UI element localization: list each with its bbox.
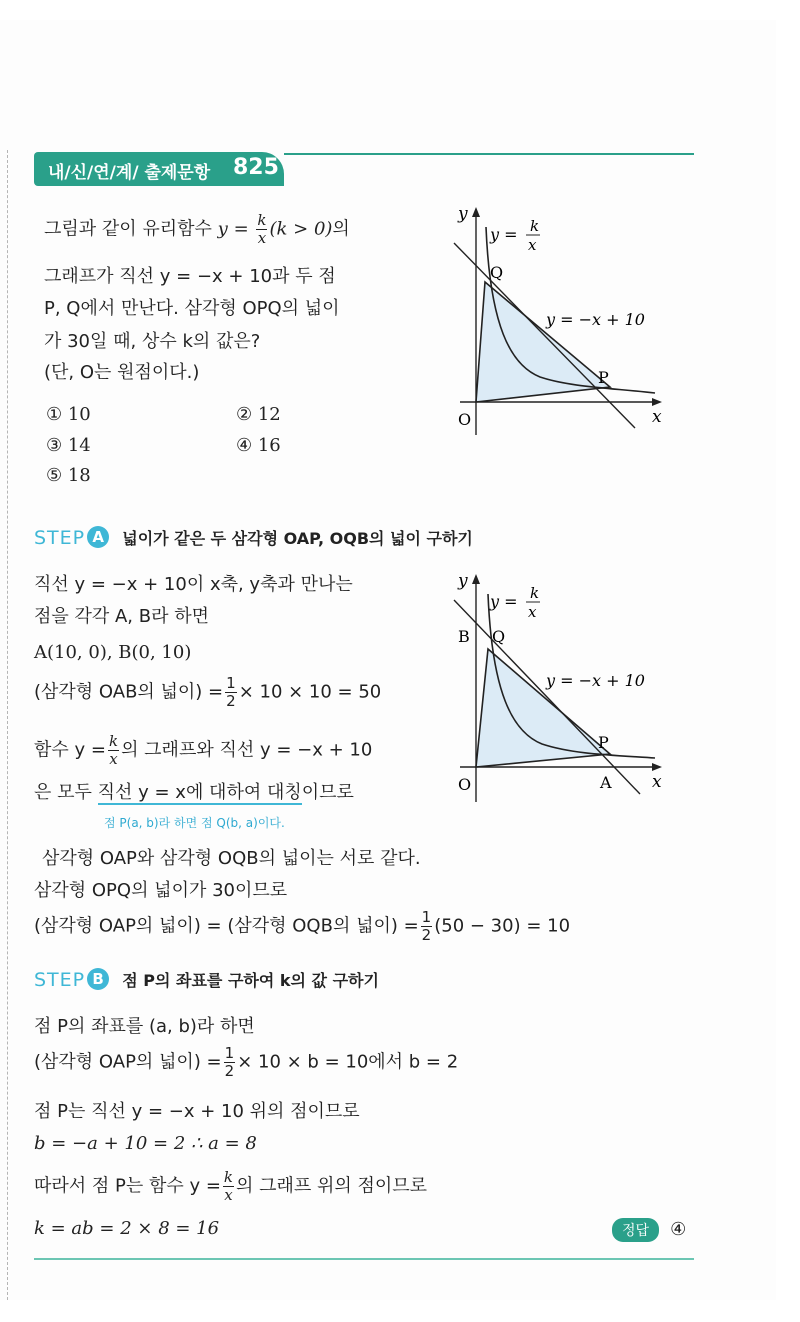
- point-q-label: Q: [490, 263, 504, 282]
- step-b-line-2: (삼각형 OAP의 넓이) = $\frac{1}{2}$ × 10 × b = 10에서 b = 2: [34, 1044, 459, 1080]
- problem-header: [34, 152, 284, 186]
- choice-4[interactable]: ④ 16: [236, 435, 281, 456]
- point-p-label: P: [598, 368, 609, 387]
- point-b-label: B: [458, 627, 470, 646]
- axis-y-label: y: [458, 572, 468, 591]
- step-label: STEP: [34, 527, 86, 549]
- choice-5[interactable]: ⑤ 18: [46, 465, 91, 486]
- problem-text: 그림과 같이 유리함수: [44, 218, 212, 240]
- curve-den: x: [528, 603, 537, 621]
- problem-line-3: P, Q에서 만난다. 삼각형 OPQ의 넓이: [44, 298, 340, 319]
- axis-y-label: y: [458, 205, 468, 224]
- step-b-line-4: b = −a + 10 = 2 ∴ a = 8: [34, 1133, 257, 1154]
- axis-x-label: x: [652, 772, 662, 792]
- curve-den: x: [528, 236, 537, 254]
- header-series: 내/신/연/계/ 출제문항: [48, 163, 211, 183]
- answer-box: [612, 1218, 686, 1242]
- header-number: 825: [233, 155, 279, 180]
- step-a-line-9: (삼각형 OAP의 넓이) = (삼각형 OQB의 넓이) = $\frac{1}{2}$ (50 − 30) = 10: [34, 908, 571, 944]
- condition: (k > 0): [269, 218, 333, 240]
- axis-x-label: x: [652, 407, 662, 427]
- step-badge: B: [87, 968, 109, 990]
- step-a-line-2: 점을 각각 A, B라 하면: [34, 606, 209, 627]
- step-a-line-4: (삼각형 OAB의 넓이) = $\frac{1}{2}$ × 10 × 10 = 50: [34, 674, 382, 710]
- step-b-heading: [34, 968, 379, 991]
- step-title: 점 P의 좌표를 구하여 k의 값 구하기: [122, 971, 379, 990]
- point-q-label: Q: [492, 627, 506, 646]
- step-title: 넓이가 같은 두 삼각형 OAP, OQB의 넓이 구하기: [122, 529, 473, 548]
- line-label: y = −x + 10: [546, 671, 645, 690]
- choice-1[interactable]: ① 10: [46, 404, 91, 425]
- step-b-line-1: 점 P의 좌표를 (a, b)라 하면: [34, 1016, 255, 1037]
- point-a-label: A: [600, 773, 612, 792]
- origin-label: O: [458, 775, 472, 794]
- problem-line-1: [44, 213, 350, 246]
- curve-equation: y =: [490, 592, 518, 611]
- hint-note: 점 P(a, b)라 하면 점 Q(b, a)이다.: [104, 816, 285, 830]
- triangle-opq: [476, 282, 610, 402]
- step-a-heading: [34, 526, 473, 549]
- problem-line-5: (단, O는 원점이다.): [44, 362, 200, 383]
- step-b-line-3: 점 P는 직선 y = −x + 10 위의 점이므로: [34, 1101, 360, 1122]
- problem-text: 의: [332, 218, 350, 240]
- step-a-line-3: A(10, 0), B(0, 10): [34, 642, 192, 663]
- curve-num: k: [530, 584, 540, 602]
- step-a-line-7: 삼각형 OAP와 삼각형 OQB의 넓이는 서로 같다.: [42, 848, 421, 869]
- point-p-label: P: [598, 733, 609, 752]
- symmetry-highlight: 직선 y = x에 대하여 대칭: [97, 782, 302, 803]
- curve-num: k: [530, 217, 540, 235]
- fraction: $\frac{k}{x}$: [257, 211, 267, 247]
- step-a-line-6: 은 모두 직선 y = x에 대하여 대칭이므로: [34, 782, 354, 803]
- step-a-line-5: 함수 y = $\frac{k}{x}$ 의 그래프와 직선 y = −x + 10: [34, 732, 373, 768]
- bottom-rule: [34, 1258, 694, 1260]
- problem-line-4: 가 30일 때, 상수 k의 값은?: [44, 331, 261, 352]
- choice-2[interactable]: ② 12: [236, 404, 281, 425]
- answer-badge: 정답: [612, 1218, 659, 1242]
- step-b-line-5: 따라서 점 P는 함수 y = $\frac{k}{x}$ 의 그래프 위의 점이므로: [34, 1168, 428, 1204]
- origin-label: O: [458, 410, 472, 429]
- page-edge: [7, 150, 8, 1300]
- step-badge: A: [87, 526, 109, 548]
- line-label: y = −x + 10: [546, 310, 645, 329]
- step-a-line-1: 직선 y = −x + 10이 x축, y축과 만나는: [34, 574, 353, 595]
- header-rule: [284, 153, 694, 155]
- choice-3[interactable]: ③ 14: [46, 435, 91, 456]
- equation: y =: [217, 218, 249, 240]
- problem-line-2: 그래프가 직선 y = −x + 10과 두 점: [44, 266, 336, 287]
- answer-value: ④: [670, 1219, 687, 1240]
- solution-figure: [440, 572, 680, 802]
- curve-equation: y =: [490, 225, 518, 244]
- problem-figure: [440, 205, 680, 435]
- step-b-line-6: k = ab = 2 × 8 = 16: [34, 1218, 220, 1239]
- step-a-line-8: 삼각형 OPQ의 넓이가 30이므로: [34, 880, 288, 901]
- step-label: STEP: [34, 969, 86, 991]
